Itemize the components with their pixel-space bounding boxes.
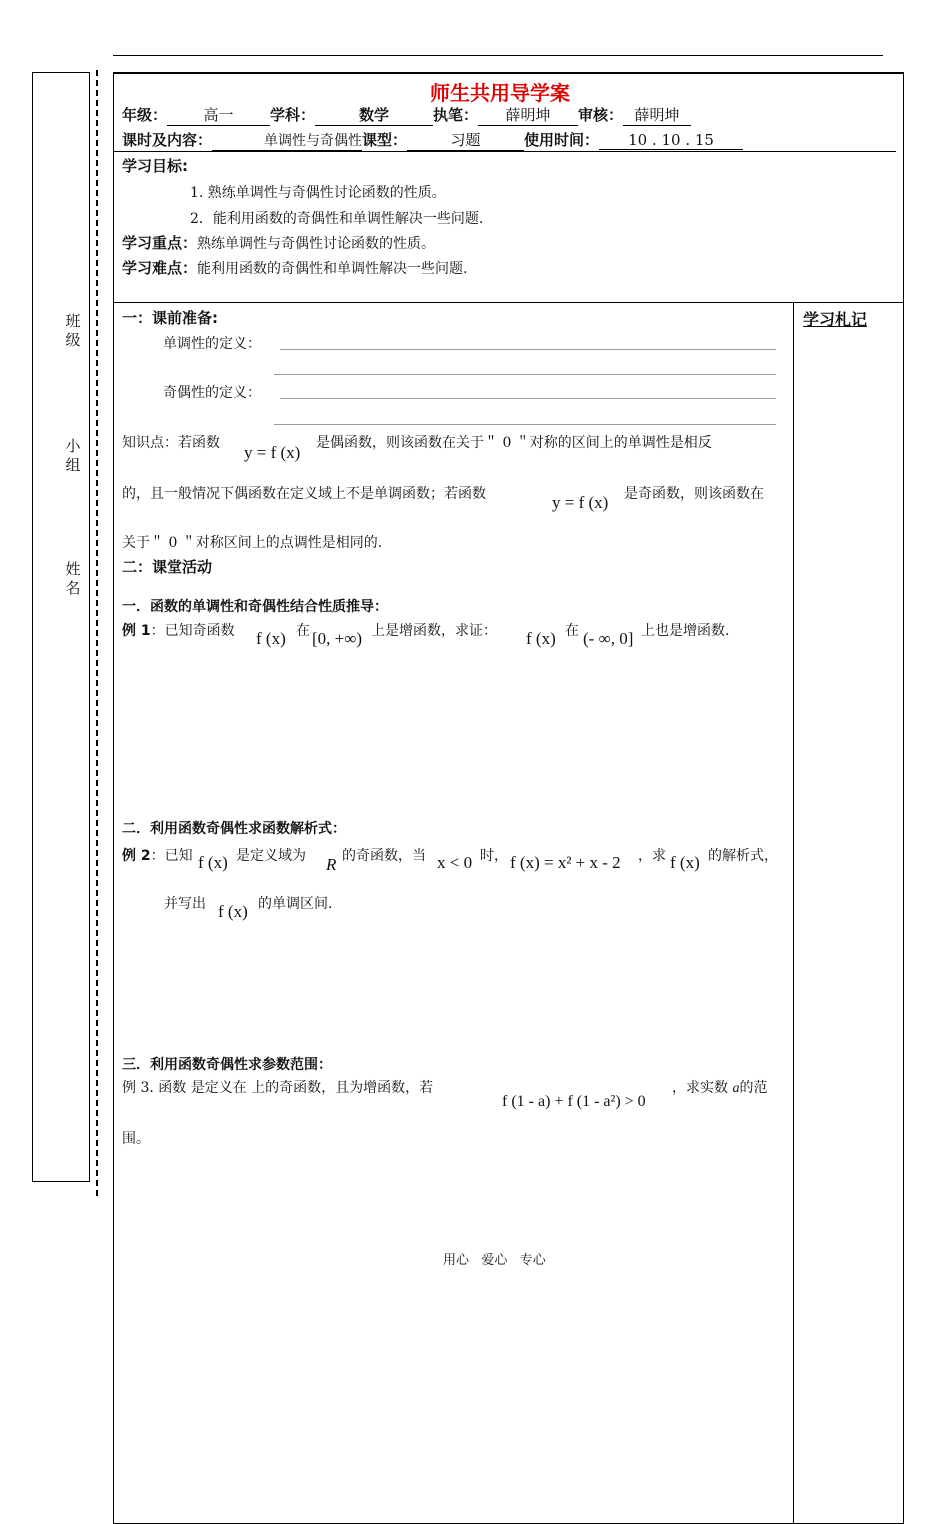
lesson-value: 单调性与奇偶性 bbox=[212, 130, 362, 151]
main-frame bbox=[113, 72, 904, 1524]
example-3-row bbox=[672, 1077, 767, 1097]
mono-def-label: 单调性的定义： bbox=[163, 336, 261, 352]
answer-line bbox=[280, 398, 776, 399]
header-rule bbox=[113, 55, 883, 56]
example-2-text: 的奇函数，当 bbox=[342, 848, 426, 864]
math-interval-negative: (- ∞, 0] bbox=[583, 629, 634, 648]
example-2-text: 时， bbox=[480, 848, 508, 864]
page-title: 师生共用导学案 bbox=[430, 81, 570, 105]
date-value: 10 . 10 . 15 bbox=[599, 131, 743, 150]
reviewer-label: 审核： bbox=[578, 106, 624, 124]
example-3-text: 的范 bbox=[739, 1080, 768, 1096]
author-label: 执笔： bbox=[433, 106, 479, 124]
example-1-text: 上也是增函数. bbox=[641, 623, 730, 639]
math-interval-positive: [0, +∞) bbox=[312, 629, 363, 648]
author-value: 薛明坤 bbox=[478, 104, 578, 126]
activity-heading: 二：课堂活动 bbox=[122, 558, 213, 576]
example-3-text: 围。 bbox=[122, 1131, 150, 1147]
focus-label: 学习重点： bbox=[122, 234, 198, 252]
math-fx: f (x) bbox=[526, 629, 556, 648]
answer-line bbox=[274, 374, 776, 375]
example-1-label: 例 1 bbox=[122, 623, 151, 639]
goals-divider bbox=[113, 302, 904, 303]
type-value: 习题 bbox=[407, 129, 524, 151]
goal-item-1: 1. 熟练单调性与奇偶性讨论函数的性质。 bbox=[190, 185, 446, 201]
name-label: 姓名 bbox=[65, 560, 81, 597]
math-variable-a: a bbox=[732, 1081, 740, 1096]
math-fx: f (x) bbox=[256, 629, 286, 648]
example-1-text: 在 bbox=[565, 623, 579, 639]
prep-heading: 一：课前准备: bbox=[122, 309, 218, 327]
header-row-2 bbox=[122, 129, 743, 151]
goals-heading: 学习目标: bbox=[122, 157, 188, 175]
example-2-text: 的解析式， bbox=[708, 848, 778, 864]
example-2-row bbox=[122, 845, 193, 865]
example-3-text: 例 3. 函数 是定义在 上的奇函数，且为增函数，若 bbox=[122, 1080, 434, 1096]
section-3-heading: 三．利用函数奇偶性求参数范围： bbox=[122, 1057, 332, 1073]
difficulty-row bbox=[122, 257, 467, 278]
class-label: 班级 bbox=[65, 312, 81, 349]
date-label: 使用时间： bbox=[524, 131, 600, 149]
parity-def-label: 奇偶性的定义： bbox=[163, 385, 261, 401]
notes-heading: 学习札记 bbox=[803, 310, 868, 329]
focus-row bbox=[122, 232, 435, 253]
goal-item-2: 2．能利用函数的奇偶性和单调性解决一些问题. bbox=[190, 211, 484, 227]
section-2-heading: 二．利用函数奇偶性求函数解析式： bbox=[122, 821, 346, 837]
knowledge-line-2b: 是奇函数，则该函数在 bbox=[624, 486, 764, 502]
header-row-1 bbox=[122, 104, 691, 126]
knowledge-line-1a: 知识点：若函数 bbox=[122, 435, 220, 451]
difficulty-label: 学习难点： bbox=[122, 259, 198, 277]
math-R: R bbox=[326, 855, 337, 874]
example-2-text: 并写出 bbox=[164, 896, 206, 912]
example-1-text: 上是增函数，求证： bbox=[371, 623, 497, 639]
math-fx: f (x) bbox=[670, 853, 700, 872]
math-inequality: f (1 - a) + f (1 - a²) > 0 bbox=[502, 1093, 646, 1110]
difficulty-text: 能利用函数的奇偶性和单调性解决一些问题. bbox=[197, 261, 468, 277]
section-1-heading: 一．函数的单调性和奇偶性结合性质推导： bbox=[122, 599, 388, 615]
student-info-box bbox=[32, 72, 90, 1182]
knowledge-line-2a: 的，且一般情况下偶函数在定义域上不是单调函数；若函数 bbox=[122, 486, 486, 502]
example-1-row bbox=[122, 620, 235, 640]
example-2-label: 例 2 bbox=[122, 848, 151, 864]
type-label: 课型： bbox=[362, 131, 408, 149]
example-1-text: ：已知奇函数 bbox=[150, 623, 235, 639]
grade-label: 年级： bbox=[122, 106, 168, 124]
reviewer-value: 薛明坤 bbox=[623, 104, 691, 126]
answer-line bbox=[280, 349, 776, 350]
cut-line bbox=[96, 70, 98, 1196]
math-fx: f (x) bbox=[198, 853, 228, 872]
focus-text: 熟练单调性与奇偶性讨论函数的性质。 bbox=[197, 236, 436, 252]
group-label: 小组 bbox=[65, 437, 81, 474]
math-fx: f (x) bbox=[218, 902, 248, 921]
example-1-text: 在 bbox=[296, 623, 310, 639]
math-x-less-0: x < 0 bbox=[437, 853, 473, 872]
knowledge-line-3: 关于＂ 0 ＂对称区间上的点调性是相同的. bbox=[122, 535, 383, 551]
example-2-text: ：已知 bbox=[150, 848, 193, 864]
knowledge-line-1b: 是偶函数，则该函数在关于＂ 0 ＂对称的区间上的单调性是相反 bbox=[316, 435, 712, 451]
math-y-eq-fx: y = f (x) bbox=[552, 493, 609, 512]
grade-value: 高一 bbox=[167, 104, 270, 126]
answer-line bbox=[274, 424, 776, 425]
notes-column-divider bbox=[793, 302, 794, 1524]
lesson-label: 课时及内容： bbox=[122, 131, 213, 149]
subject-value: 数学 bbox=[315, 104, 433, 126]
example-2-text: 是定义域为 bbox=[236, 848, 306, 864]
math-fx-expression: f (x) = x² + x - 2 bbox=[510, 853, 621, 872]
example-2-text: ，求 bbox=[638, 848, 666, 864]
math-y-eq-fx: y = f (x) bbox=[244, 443, 301, 462]
example-2-text: 的单调区间. bbox=[258, 896, 333, 912]
subject-label: 学科： bbox=[270, 106, 316, 124]
footer-text: 用心 爱心 专心 bbox=[443, 1253, 546, 1268]
header-rule-2 bbox=[113, 151, 896, 152]
example-3-text: ，求实数 bbox=[672, 1080, 728, 1096]
